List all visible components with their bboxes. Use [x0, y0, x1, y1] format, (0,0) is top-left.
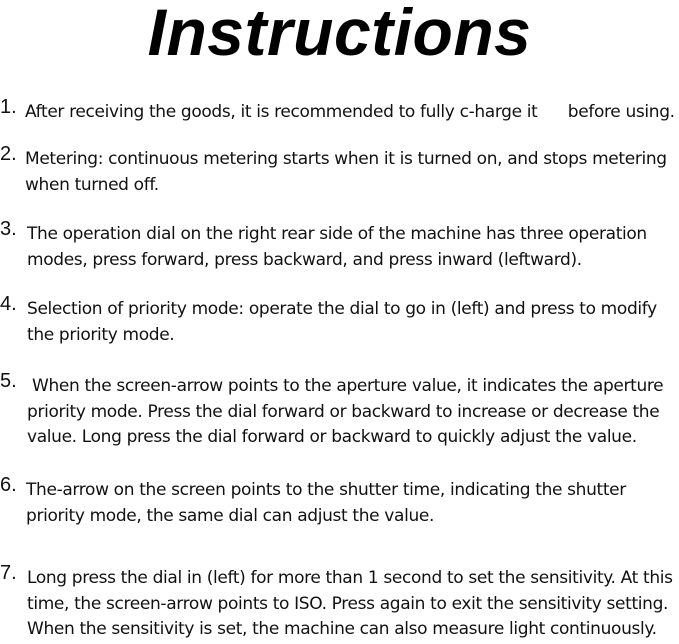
- item-line: modes, press forward, press backward, and press inward (leftward).: [27, 249, 582, 270]
- item-line: Selection of priority mode: operate the dial to go in (left) and press to modify: [27, 299, 657, 319]
- item-line: Metering: continuous metering starts when it is turned on, and stops metering: [25, 149, 667, 169]
- item-number: 6.: [0, 474, 17, 496]
- item-text: [27, 222, 647, 273]
- item-text: [27, 566, 673, 643]
- item-line: The operation dial on the right rear side of the machine has three operation: [27, 224, 647, 244]
- item-number: 5.: [0, 370, 17, 392]
- item-line: time, the screen-arrow points to ISO. Press again to exit the sensitivity setting.: [27, 593, 669, 614]
- item-line: When the sensitivity is set, the machine can also measure light continuously.: [27, 619, 657, 639]
- item-number: 1.: [0, 96, 17, 118]
- item-text: [26, 478, 626, 529]
- item-number: 4.: [0, 293, 17, 315]
- item-line: priority mode, the same dial can adjust the value.: [26, 505, 435, 526]
- item-line: priority mode. Press the dial forward or backward to increase or decrease the: [27, 401, 660, 422]
- item-text: [27, 374, 663, 451]
- item-text: [25, 100, 675, 126]
- item-line: when turned off.: [25, 174, 159, 195]
- item-text: [27, 297, 657, 348]
- item-number: 2.: [0, 143, 17, 165]
- item-line: The-arrow on the screen points to the shutter time, indicating the shutter: [26, 480, 626, 500]
- item-line: value. Long press the dial forward or backward to quickly adjust the value.: [27, 427, 637, 447]
- item-line: After receiving the goods, it is recommended to fully c-harge it before using.: [25, 102, 675, 122]
- page-title: Instructions: [147, 0, 532, 69]
- item-number: 7.: [0, 562, 17, 584]
- item-line: the priority mode.: [27, 324, 175, 345]
- item-line: Long press the dial in (left) for more than 1 second to set the sensitivity. At this: [27, 568, 673, 588]
- item-text: [25, 147, 667, 198]
- item-line: When the screen-arrow points to the aperture value, it indicates the aperture: [32, 376, 664, 396]
- item-number: 3.: [0, 218, 17, 240]
